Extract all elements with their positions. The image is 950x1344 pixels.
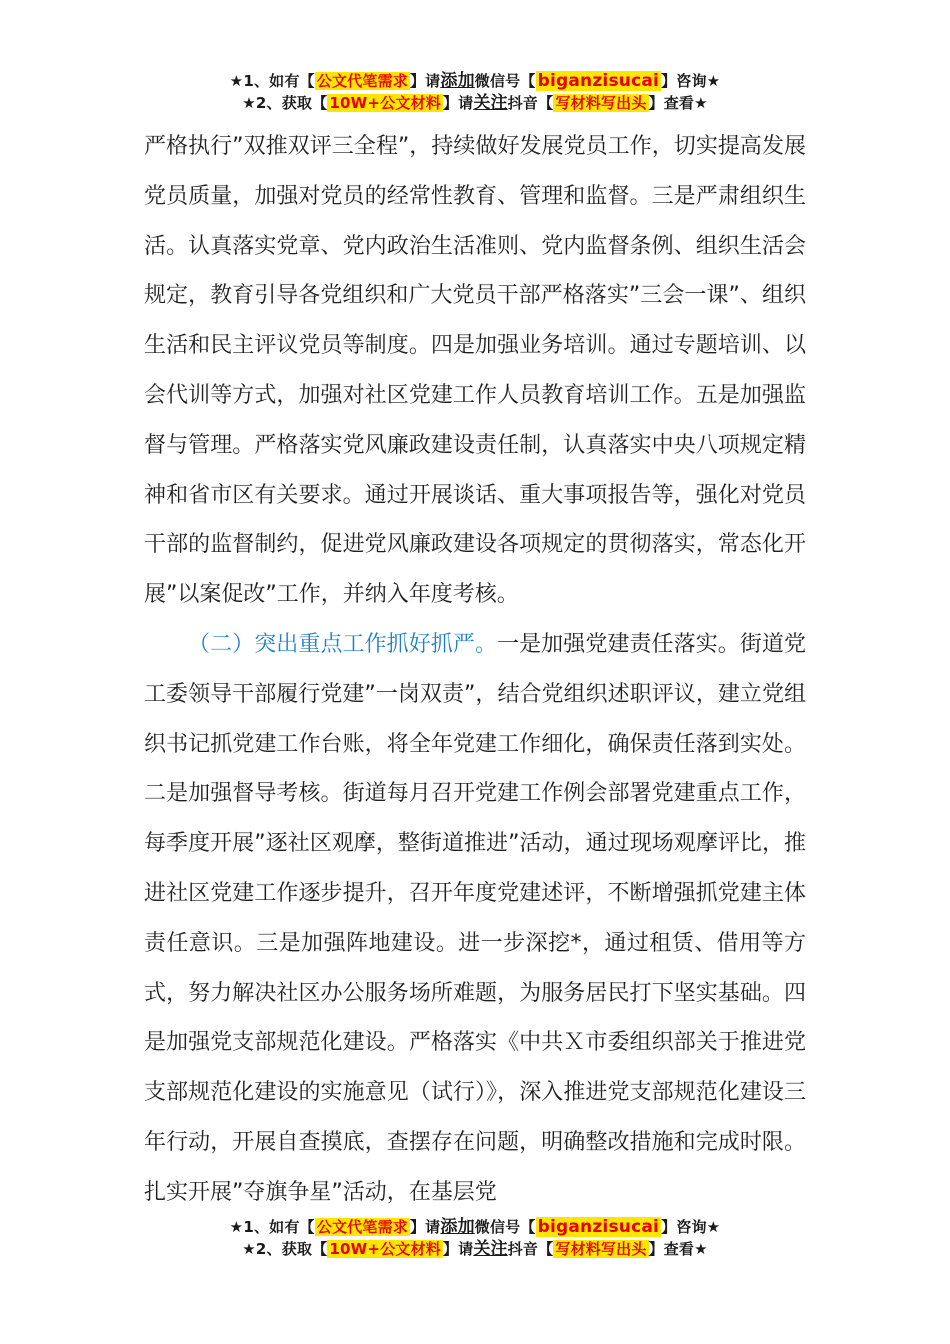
underlined-add: 添加 (440, 71, 475, 91)
banner-text: 微信号【 (474, 72, 536, 90)
highlight-douyin: 写材料写出头 (555, 94, 647, 112)
document-body (144, 122, 806, 1218)
banner-text: 】咨询★ (661, 72, 721, 90)
banner-line-2 (0, 92, 950, 114)
banner-text: 】请 (442, 1240, 474, 1258)
paragraph-2-body: 一是加强党建责任落实。街道党工委领导干部履行党建”一岗双责”，结合党组织述职评议，建立党组织书记抓党建工作台账，将全年党建工作细化，确保责任落到实处。二是加强督导考核。街道每月召开党建工作例会部署党建重点工作，每季度开展”逐社区观摩，整街道推进”活动，通过现场观摩评比，推进社区党建工作逐步提升，召开年度党建述评，不断增强抓党建主体责任意识。三是加强阵地建设。进一步深挖*，通过租赁、借用等方式，努力解决社区办公服务场所难题，为服务居民打下坚实基础。四是加强党支部规范化建设。严格落实《中共Ｘ市委组织部关于推进党支部规范化建设的实施意见（试行）》，深入推进党支部规范化建设三年行动，开展自查摸底，查摆存在问题，明确整改措施和完成时限。扎实开展”夺旗争星”活动，在基层党 (144, 631, 806, 1205)
highlight-wechat-id: biganzisucai (537, 71, 660, 91)
banner-text: 】请 (442, 94, 474, 112)
underlined-follow: 关注 (473, 1239, 508, 1259)
header-banner (0, 70, 950, 114)
banner-text: ★1、如有【 (229, 72, 315, 90)
banner-text: 】查看★ (648, 1240, 708, 1258)
paragraph-2 (144, 620, 806, 1218)
banner-text: ★2、获取【 (242, 1240, 328, 1258)
banner-text: 抖音【 (507, 1240, 554, 1258)
banner-text: ★2、获取【 (242, 94, 328, 112)
banner-line-1 (0, 70, 950, 92)
banner-text: ★1、如有【 (229, 1218, 315, 1236)
footer-line-1 (0, 1216, 950, 1238)
banner-text: 微信号【 (474, 1218, 536, 1236)
banner-text: 】请 (409, 1218, 441, 1236)
highlight-materials: 10W+公文材料 (329, 1240, 441, 1258)
banner-text: 】咨询★ (661, 1218, 721, 1236)
footer-line-2 (0, 1238, 950, 1260)
section-heading: （二）突出重点工作抓好抓严。 (188, 631, 498, 657)
paragraph-1: 严格执行”双推双评三全程”，持续做好发展党员工作，切实提高发展党员质量，加强对党员的经常性教育、管理和监督。三是严肃组织生活。认真落实党章、党内政治生活准则、党内监督条例、组织生活会规定，教育引导各党组织和广大党员干部严格落实”三会一课”、组织生活和民主评议党员等制度。四是加强业务培训。通过专题培训、以会代训等方式，加强对社区党建工作人员教育培训工作。五是加强监督与管理。严格落实党风廉政建设责任制，认真落实中央八项规定精神和省市区有关要求。通过开展谈话、重大事项报告等，强化对党员干部的监督制约，促进党风廉政建设各项规定的贯彻落实，常态化开展”以案促改”工作，并纳入年度考核。 (144, 134, 806, 608)
underlined-follow: 关注 (473, 93, 508, 113)
highlight-service: 公文代笔需求 (316, 72, 408, 90)
banner-text: 】查看★ (648, 94, 708, 112)
banner-text: 抖音【 (507, 94, 554, 112)
banner-text: 】请 (409, 72, 441, 90)
highlight-service: 公文代笔需求 (316, 1218, 408, 1236)
highlight-douyin: 写材料写出头 (555, 1240, 647, 1258)
highlight-materials: 10W+公文材料 (329, 94, 441, 112)
underlined-add: 添加 (440, 1217, 475, 1237)
footer-banner (0, 1216, 950, 1260)
highlight-wechat-id: biganzisucai (537, 1217, 660, 1237)
